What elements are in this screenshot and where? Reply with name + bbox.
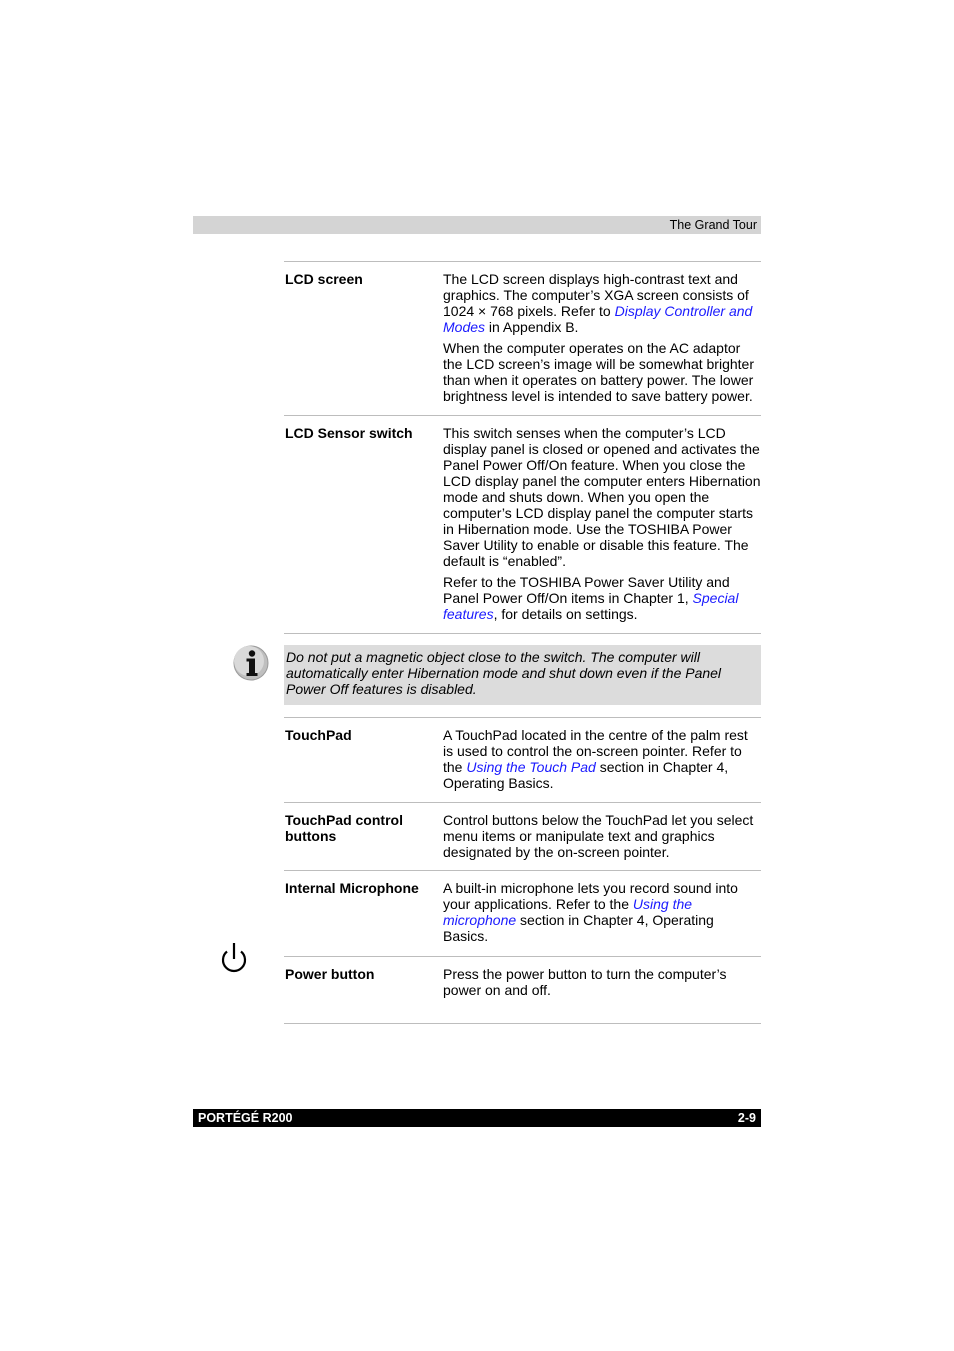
description-paragraph xyxy=(443,880,761,944)
definition-row xyxy=(284,957,761,1024)
running-footer xyxy=(193,1109,761,1127)
description-paragraph xyxy=(443,574,761,622)
definition-description xyxy=(443,880,761,949)
cross-reference-link[interactable]: Special features xyxy=(443,590,739,622)
power-icon xyxy=(219,942,249,976)
description-text: When the computer operates on the AC adaptor the LCD screen’s image will be somewhat brighter than when it operates on battery power. The lower brightness level is intended to save battery power. xyxy=(443,340,754,404)
description-paragraph xyxy=(443,340,761,404)
info-icon xyxy=(232,644,270,682)
description-text: section in Chapter 4, Operating Basics. xyxy=(443,759,729,791)
definition-description xyxy=(443,271,761,409)
definition-row xyxy=(284,262,761,416)
description-paragraph xyxy=(443,727,761,791)
description-text: A built-in microphone lets you record sound into your applications. Refer to the xyxy=(443,880,738,912)
definition-description xyxy=(443,727,761,796)
definition-description xyxy=(443,966,761,1003)
definition-description xyxy=(443,812,761,865)
definition-row xyxy=(284,718,761,803)
definition-term: Internal Microphone xyxy=(285,880,419,896)
description-text: Control buttons below the TouchPad let you select menu items or manipulate text and graphics designated by the on-screen pointer. xyxy=(443,812,754,860)
description-paragraph xyxy=(443,812,761,860)
definition-term: TouchPad control buttons xyxy=(285,812,403,844)
section-title: The Grand Tour xyxy=(669,218,757,232)
definition-description xyxy=(443,425,761,627)
note-box xyxy=(284,645,761,705)
description-paragraph xyxy=(443,271,761,335)
definition-row xyxy=(284,803,761,871)
definition-term: LCD screen xyxy=(285,271,363,287)
description-paragraph xyxy=(443,966,761,998)
description-text: Press the power button to turn the computer’s power on and off. xyxy=(443,966,727,998)
description-text: Refer to the TOSHIBA Power Saver Utility and Panel Power Off/On items in Chapter 1, xyxy=(443,574,730,606)
definition-term: Power button xyxy=(285,966,375,982)
definition-row xyxy=(284,871,761,957)
description-paragraph xyxy=(443,425,761,569)
description-text: This switch senses when the computer’s LCD display panel is closed or opened and activates the Panel Power Off/On feature. When you close the LCD display panel the computer enters Hibernation mode and shuts down. When you open the computer’s LCD display panel the computer starts in Hibernation mode. Use the TOSHIBA Power Saver Utility to enable or disable this feature. The default is “enabled”. xyxy=(443,425,761,569)
description-text: section in Chapter 4, Operating Basics. xyxy=(443,912,714,944)
cross-reference-link[interactable]: Using the Touch Pad xyxy=(466,759,596,775)
cross-reference-link[interactable]: Display Controller and Modes xyxy=(443,303,753,335)
running-header xyxy=(193,216,761,234)
definition-table-bottom xyxy=(284,717,761,1024)
definition-term: LCD Sensor switch xyxy=(285,425,413,441)
description-text: The LCD screen displays high-contrast text and graphics. The computer’s XGA screen consists of 1024 × 768 pixels. Refer to xyxy=(443,271,749,319)
page-number: 2-9 xyxy=(737,1111,756,1125)
description-text: A TouchPad located in the centre of the palm rest is used to control the on-screen pointer. Refer to the xyxy=(443,727,748,775)
definition-table-top xyxy=(284,261,761,634)
description-text: , for details on settings. xyxy=(493,606,638,622)
product-name: PORTÉGÉ R200 xyxy=(198,1111,293,1125)
definition-row xyxy=(284,416,761,634)
note-text: Do not put a magnetic object close to the switch. The computer will automatically enter Hibernation mode and shut down even if the Panel Power Off features is disabled. xyxy=(286,649,722,697)
cross-reference-link[interactable]: Using the microphone xyxy=(443,896,693,928)
description-text: in Appendix B. xyxy=(485,319,579,335)
definition-term: TouchPad xyxy=(285,727,352,743)
